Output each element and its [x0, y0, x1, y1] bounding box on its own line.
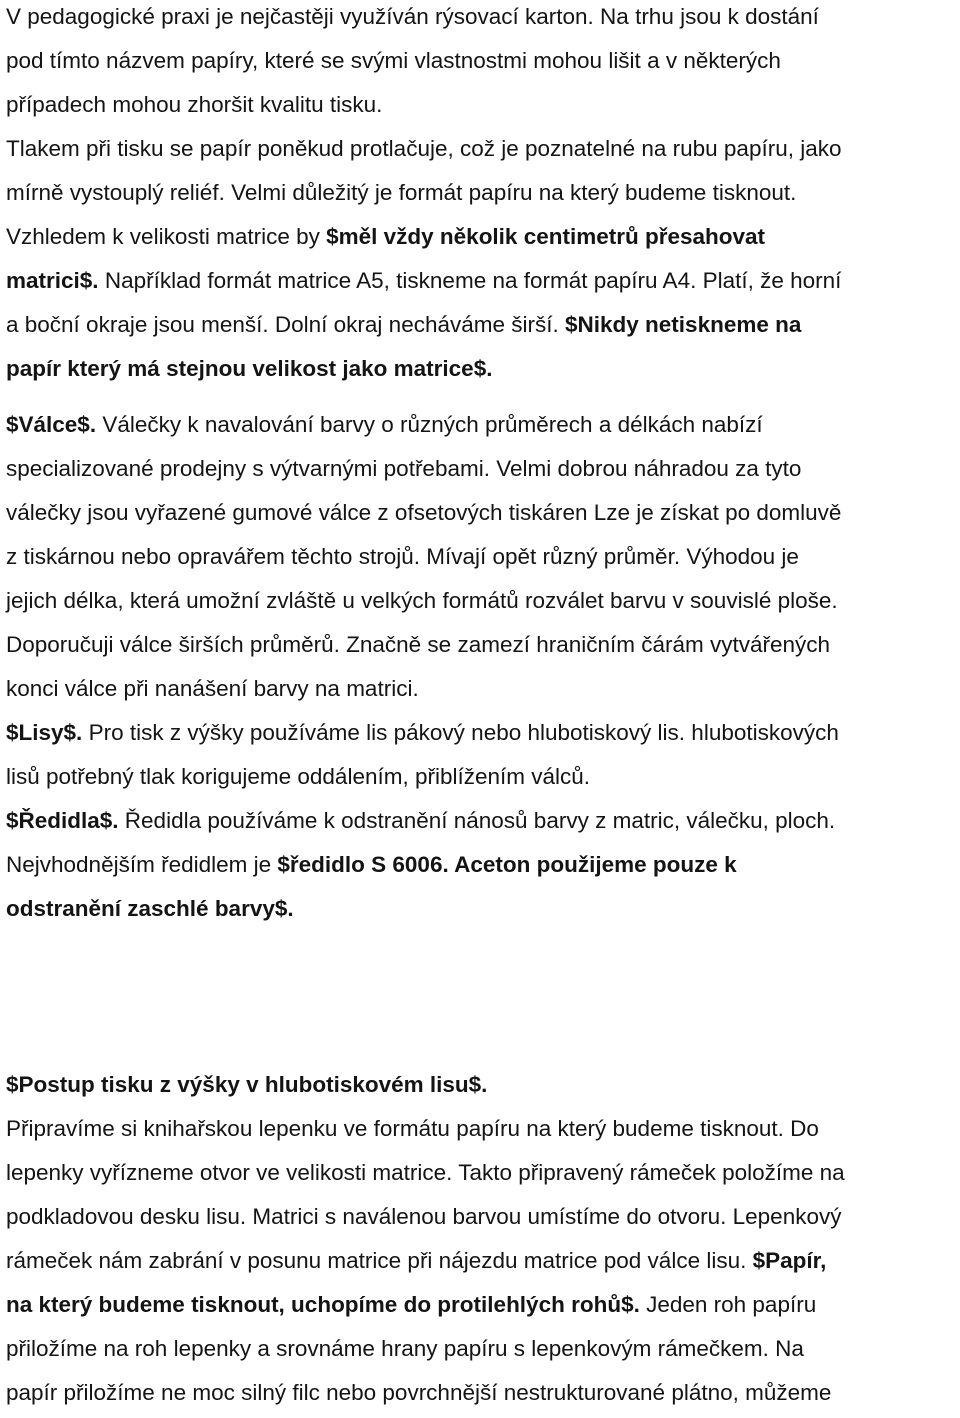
- text-line: [6, 4, 819, 30]
- text-line: [6, 180, 796, 206]
- text-run: Jeden roh papíru: [639, 1292, 817, 1317]
- text-line: [6, 312, 801, 338]
- text-line: [6, 1292, 816, 1318]
- text-run: podkladovou desku lisu. Matrici s naválenou barvou umístíme do otvoru. Lepenkový: [6, 1204, 842, 1229]
- text-line: [6, 500, 841, 526]
- text-line: [6, 764, 590, 790]
- text-run: Válečky k navalování barvy o různých průměrech a délkách nabízí: [96, 412, 763, 437]
- text-run: Vzhledem k velikosti matrice by: [6, 224, 327, 249]
- text-line: [6, 588, 838, 614]
- text-run: Doporučuji válce širších průměrů. Značně se zamezí hraničním čárám vytvářených: [6, 632, 831, 657]
- text-line: [6, 224, 765, 250]
- text-line: [6, 268, 841, 294]
- text-run: rámeček nám zabrání v posunu matrice při nájezdu matrice pod válce lisu.: [6, 1248, 753, 1273]
- text-line: [6, 1072, 487, 1098]
- text-line: [6, 456, 801, 482]
- text-run: případech mohou zhoršit kvalitu tisku.: [6, 92, 383, 117]
- bold-text: $Válce$.: [6, 412, 97, 437]
- bold-text: $Ředidla$.: [6, 808, 119, 833]
- text-line: [6, 48, 781, 74]
- bold-text: $Postup tisku z výšky v hlubotiskovém lisu$.: [6, 1072, 488, 1097]
- text-run: specializované prodejny s výtvarnými potřebami. Velmi dobrou náhradou za tyto: [6, 456, 802, 481]
- text-line: [6, 1380, 831, 1406]
- text-line: [6, 632, 830, 658]
- bold-text: matrici$.: [6, 268, 99, 293]
- text-run: konci válce při nanášení barvy na matrici.: [6, 676, 419, 701]
- text-line: [6, 808, 835, 834]
- text-run: pod tímto názvem papíry, které se svými vlastnostmi mohou lišit a v některých: [6, 48, 781, 73]
- bold-text: $Lisy$.: [6, 720, 83, 745]
- text-run: Nejvhodnějším ředidlem je: [6, 852, 278, 877]
- text-line: [6, 136, 842, 162]
- bold-text: $Papír,: [752, 1248, 827, 1273]
- text-run: z tiskárnou nebo opravářem těchto strojů. Mívají opět různý průměr. Výhodou je: [6, 544, 799, 569]
- text-run: válečky jsou vyřazené gumové válce z ofsetových tiskáren Lze je získat po domluvě: [6, 500, 842, 525]
- text-line: [6, 1116, 819, 1142]
- text-run: přiložíme na roh lepenky a srovnáme hrany papíru s lepenkovým rámečkem. Na: [6, 1336, 804, 1361]
- text-line: [6, 1336, 804, 1362]
- text-run: papír přiložíme ne moc silný filc nebo povrchnější nestrukturované plátno, můžeme: [6, 1380, 832, 1405]
- text-run: jejich délka, která umožní zvláště u velkých formátů rozválet barvu v souvislé ploše.: [6, 588, 838, 613]
- text-line: [6, 896, 294, 922]
- text-line: [6, 1248, 826, 1274]
- text-run: a boční okraje jsou menší. Dolní okraj necháváme širší.: [6, 312, 566, 337]
- text-run: Ředidla používáme k odstranění nánosů barvy z matric, válečku, ploch.: [118, 808, 836, 833]
- text-line: [6, 852, 737, 878]
- text-run: V pedagogické praxi je nejčastěji využíván rýsovací karton. Na trhu jsou k dostání: [6, 4, 819, 29]
- text-line: [6, 676, 419, 702]
- text-run: Připravíme si knihařskou lepenku ve formátu papíru na který budeme tisknout. Do: [6, 1116, 819, 1141]
- text-run: Pro tisk z výšky používáme lis pákový nebo hlubotiskový lis. hlubotiskových: [82, 720, 839, 745]
- text-line: [6, 720, 839, 746]
- text-run: lisů potřebný tlak korigujeme oddálením, přiblížením válců.: [6, 764, 591, 789]
- bold-text: $Nikdy netiskneme na: [565, 312, 802, 337]
- text-line: [6, 1204, 841, 1230]
- bold-text: papír který má stejnou velikost jako matrice$.: [6, 356, 493, 381]
- text-line: [6, 356, 492, 382]
- text-run: mírně vystouplý reliéf. Velmi důležitý je formát papíru na který budeme tisknout.: [6, 180, 797, 205]
- bold-text: odstranění zaschlé barvy$.: [6, 896, 294, 921]
- text-line: [6, 412, 763, 438]
- text-run: Například formát matrice A5, tiskneme na formát papíru A4. Platí, že horní: [98, 268, 842, 293]
- bold-text: na který budeme tisknout, uchopíme do protilehlých rohů$.: [6, 1292, 640, 1317]
- text-line: [6, 92, 382, 118]
- text-line: [6, 544, 799, 570]
- bold-text: $ředidlo S 6006. Aceton použijeme pouze k: [277, 852, 737, 877]
- text-line: [6, 1160, 845, 1186]
- text-run: lepenky vyřízneme otvor ve velikosti matrice. Takto připravený rámeček položíme na: [6, 1160, 845, 1185]
- bold-text: $měl vždy několik centimetrů přesahovat: [326, 224, 766, 249]
- text-run: Tlakem při tisku se papír poněkud protlačuje, což je poznatelné na rubu papíru, jako: [6, 136, 842, 161]
